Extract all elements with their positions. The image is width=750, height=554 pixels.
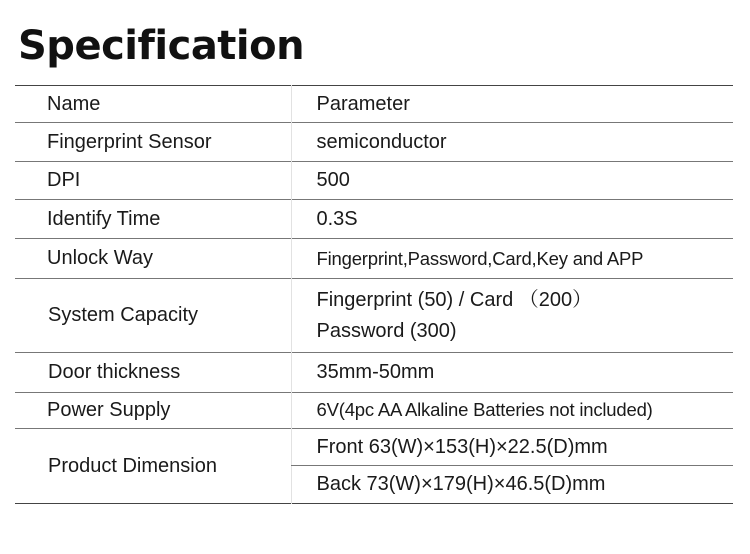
spec-value: 35mm-50mm xyxy=(291,353,733,392)
table-header-row xyxy=(15,86,733,123)
spec-value xyxy=(291,279,733,353)
table-row xyxy=(15,123,733,161)
table-row xyxy=(15,161,733,199)
spec-name: System Capacity xyxy=(48,304,199,327)
spec-name: DPI xyxy=(47,169,81,192)
spec-value-line: Back 73(W)×179(H)×46.5(D)mm xyxy=(291,466,733,504)
spec-value: 6V(4pc AA Alkaline Batteries not included) xyxy=(291,392,733,428)
table-row xyxy=(15,353,733,392)
spec-name: Fingerprint Sensor xyxy=(47,130,212,153)
parameter-column-header: Parameter xyxy=(291,86,733,123)
spec-value: 500 xyxy=(291,161,733,199)
spec-value: 0.3S xyxy=(291,200,733,238)
table-row xyxy=(15,279,733,353)
spec-value: Fingerprint,Password,Card,Key and APP xyxy=(291,238,733,278)
table-row xyxy=(15,200,733,238)
page-title: Specification xyxy=(18,23,305,69)
spec-name: Door thickness xyxy=(48,360,181,383)
spec-value-line: Front 63(W)×153(H)×22.5(D)mm xyxy=(291,429,733,466)
table-row xyxy=(15,429,733,466)
spec-name: Unlock Way xyxy=(47,247,153,270)
table-row xyxy=(15,238,733,278)
table-row xyxy=(15,392,733,428)
spec-name: Product Dimension xyxy=(48,454,217,477)
spec-value-line: Password (300) xyxy=(316,319,457,342)
spec-value: semiconductor xyxy=(291,123,733,161)
spec-value-line: Fingerprint (50) / Card （200） xyxy=(316,288,593,311)
specification-table xyxy=(15,85,733,504)
name-column-header: Name xyxy=(47,92,101,115)
spec-name: Identify Time xyxy=(47,207,161,230)
spec-name: Power Supply xyxy=(47,398,171,421)
